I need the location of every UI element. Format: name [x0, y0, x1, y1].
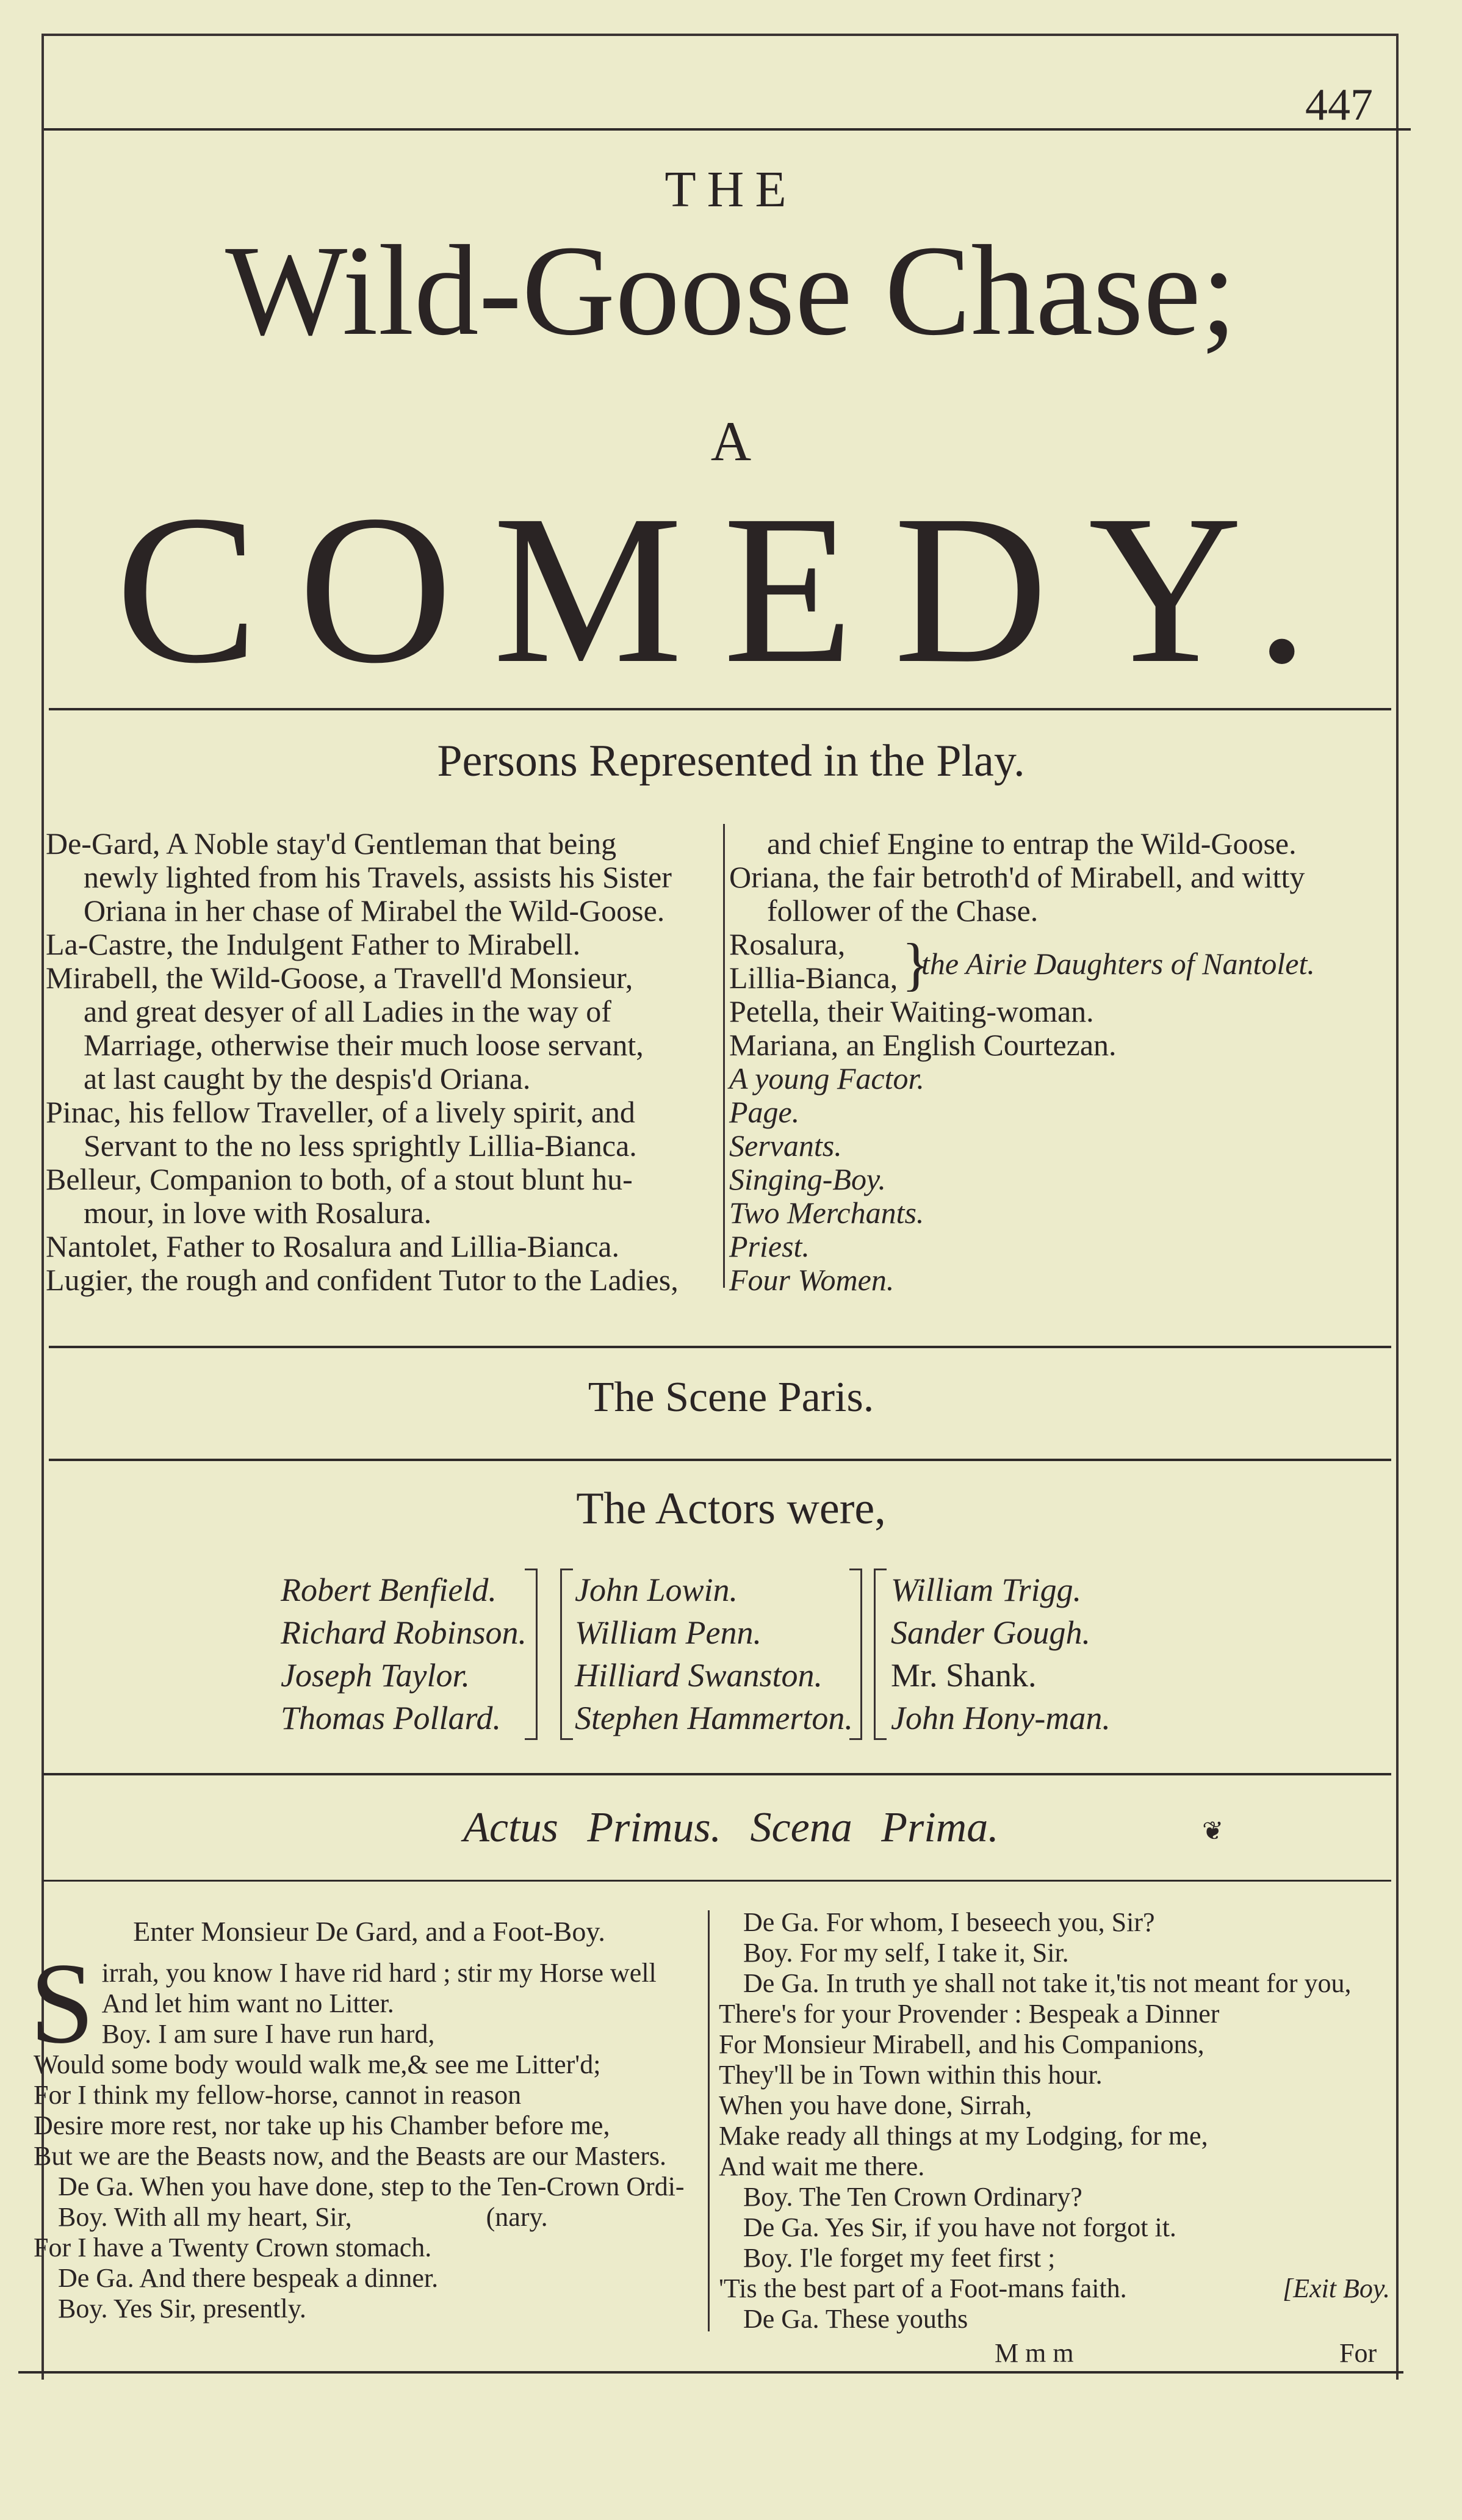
persons-right-column [729, 827, 1394, 1297]
airie-daughters-group [729, 928, 1394, 995]
person-line: Servant to the no less sprightly Lillia-Bianca. [84, 1128, 637, 1163]
dialogue-line: Make ready all things at my Lodging, for me, [719, 2121, 1208, 2151]
title-the: THE [664, 161, 798, 218]
dialogue-line: Boy. Yes Sir, presently. [58, 2294, 306, 2323]
actor-name: William Trigg. [891, 1572, 1082, 1608]
dialogue-text: 'Tis the best part of a Foot-mans faith. [719, 2273, 1127, 2303]
actor-name: Richard Robinson. [281, 1614, 527, 1651]
scene-rule [49, 1459, 1391, 1461]
catchword: For [1339, 2338, 1377, 2368]
play-left-column [30, 1916, 705, 2324]
text-column-divider [708, 1910, 710, 2331]
dialogue-line: De Ga. For whom, I beseech you, Sir? [743, 1907, 1155, 1937]
actors-column-3 [891, 1569, 1111, 1739]
dialogue-line: De Ga. In truth ye shall not take it,'tis not meant for you, [743, 1968, 1352, 1998]
person-line: Marriage, otherwise their much loose servant, [84, 1028, 644, 1062]
actor-name: Mr. Shank. [891, 1657, 1037, 1694]
actors-bracket [560, 1569, 573, 1740]
stage-direction: Enter Monsieur De Gard, and a Foot-Boy. [133, 1916, 605, 1947]
person-line: La-Castre, the Indulgent Father to Mirabell. [46, 927, 581, 961]
dialogue-line: irrah, you know I have rid hard ; stir my Horse well [101, 1958, 657, 1988]
title-rule [49, 708, 1391, 710]
dialogue-line: Boy. I am sure I have run hard, [101, 2019, 435, 2049]
dialogue-line: Desire more rest, nor take up his Chamber before me, [34, 2110, 610, 2140]
dialogue-line: And wait me there. [719, 2151, 925, 2181]
dialogue-line: There's for your Provender : Bespeak a Dinner [719, 1999, 1220, 2029]
dialogue-line: Boy. With all my heart, Sir, (nary. [58, 2202, 548, 2232]
scene-line: The Scene Paris. [588, 1374, 874, 1421]
actors-bracket [849, 1569, 862, 1740]
dialogue-line [719, 2273, 1402, 2304]
person-line: Mirabell, the Wild-Goose, a Travell'd Monsieur, [46, 961, 633, 995]
drop-cap: S [30, 1940, 95, 2068]
person-line: Singing-Boy. [729, 1162, 886, 1196]
person-line: Pinac, his fellow Traveller, of a lively spirit, and [46, 1095, 635, 1129]
actor-name: John Hony-man. [891, 1700, 1111, 1736]
dialogue-line: Boy. I'le forget my feet first ; [743, 2243, 1056, 2273]
actor-name: Thomas Pollard. [281, 1700, 502, 1736]
column-divider [723, 824, 725, 1288]
person-line: Petella, their Waiting-woman. [729, 994, 1094, 1028]
title-comedy: COMEDY. [115, 471, 1349, 707]
dialogue-line: De Ga. Yes Sir, if you have not forgot it. [743, 2212, 1176, 2242]
bottom-rule [18, 2371, 1403, 2374]
person-line: Servants. [729, 1128, 842, 1163]
title-main: Wild-Goose Chase; [225, 218, 1237, 362]
actor-name: William Penn. [575, 1614, 762, 1651]
dialogue-line: For I have a Twenty Crown stomach. [34, 2233, 432, 2262]
dialogue-line: De Ga. These youths [743, 2304, 968, 2334]
actors-bracket [525, 1569, 538, 1740]
person-line: Belleur, Companion to both, of a stout blunt hu- [46, 1162, 633, 1196]
persons-heading: Persons Represented in the Play. [437, 736, 1025, 786]
dialogue-line: But we are the Beasts now, and the Beasts are our Masters. [34, 2141, 666, 2171]
dialogue-line: They'll be in Town within this hour. [719, 2060, 1103, 2090]
persons-rule [49, 1346, 1391, 1348]
person-line: at last caught by the despis'd Oriana. [84, 1061, 531, 1096]
actor-name: John Lowin. [575, 1572, 738, 1608]
brace-glyph: } [902, 931, 931, 997]
person-line: the Airie Daughters of Nantolet. [921, 947, 1315, 981]
person-line: Oriana, the fair betroth'd of Mirabell, and witty [729, 860, 1305, 894]
actors-rule [43, 1773, 1391, 1775]
person-line: and chief Engine to entrap the Wild-Goose. [767, 826, 1297, 861]
dialogue-line: For Monsieur Mirabell, and his Companions, [719, 2029, 1205, 2059]
person-line: Four Women. [729, 1263, 895, 1297]
person-line: Lugier, the rough and confident Tutor to the Ladies, [46, 1263, 679, 1297]
fleuron-ornament: ❦ [1202, 1818, 1224, 1846]
actors-column-1 [281, 1569, 527, 1739]
person-line: Oriana in her chase of Mirabel the Wild-Goose. [84, 894, 665, 928]
person-line: Mariana, an English Courtezan. [729, 1028, 1117, 1062]
dialogue-line: When you have done, Sirrah, [719, 2090, 1032, 2120]
actor-name: Stephen Hammerton. [575, 1700, 853, 1736]
person-line: mour, in love with Rosalura. [84, 1196, 432, 1230]
dialogue-line: And let him want no Litter. [101, 1988, 394, 2018]
top-rule [44, 128, 1411, 131]
exit-direction: [Exit Boy. [1283, 2273, 1390, 2303]
act-rule [43, 1880, 1391, 1882]
actor-name: Robert Benfield. [281, 1572, 497, 1608]
person-line: De-Gard, A Noble stay'd Gentleman that being [46, 826, 617, 861]
persons-left-column [46, 827, 705, 1297]
act-heading: Actus Primus. Scena Prima. [463, 1804, 999, 1851]
dialogue-line: Would some body would walk me,& see me Litter'd; [34, 2049, 601, 2079]
dialogue-line: De Ga. When you have done, step to the Ten-Crown Ordi- [58, 2172, 685, 2201]
person-line: A young Factor. [729, 1061, 924, 1096]
person-line: Priest. [729, 1229, 810, 1263]
dialogue-line: Boy. For my self, I take it, Sir. [743, 1938, 1069, 1968]
person-line: Rosalura, [729, 927, 846, 961]
person-line: Page. [729, 1095, 800, 1129]
person-line: Lillia-Bianca, [729, 961, 898, 995]
actor-name: Hilliard Swanston. [575, 1657, 823, 1694]
actor-name: Joseph Taylor. [281, 1657, 470, 1694]
person-line: and great desyer of all Ladies in the way of [84, 994, 611, 1028]
play-right-column [719, 1907, 1402, 2334]
dialogue-line: De Ga. And there bespeak a dinner. [58, 2263, 439, 2293]
person-line: newly lighted from his Travels, assists his Sister [84, 860, 672, 894]
signature-mark: M m m [995, 2338, 1074, 2368]
person-line: Nantolet, Father to Rosalura and Lillia-Bianca. [46, 1229, 619, 1263]
dialogue-line: For I think my fellow-horse, cannot in reason [34, 2080, 522, 2110]
dialogue-line: Boy. The Ten Crown Ordinary? [743, 2182, 1082, 2212]
actors-heading: The Actors were, [576, 1484, 886, 1534]
person-line: follower of the Chase. [767, 894, 1039, 928]
actors-column-2 [575, 1569, 853, 1739]
actors-bracket [874, 1569, 887, 1740]
actor-name: Sander Gough. [891, 1614, 1090, 1651]
title-a: A [710, 410, 752, 472]
person-line: Two Merchants. [729, 1196, 924, 1230]
page-number: 447 [1305, 80, 1373, 130]
